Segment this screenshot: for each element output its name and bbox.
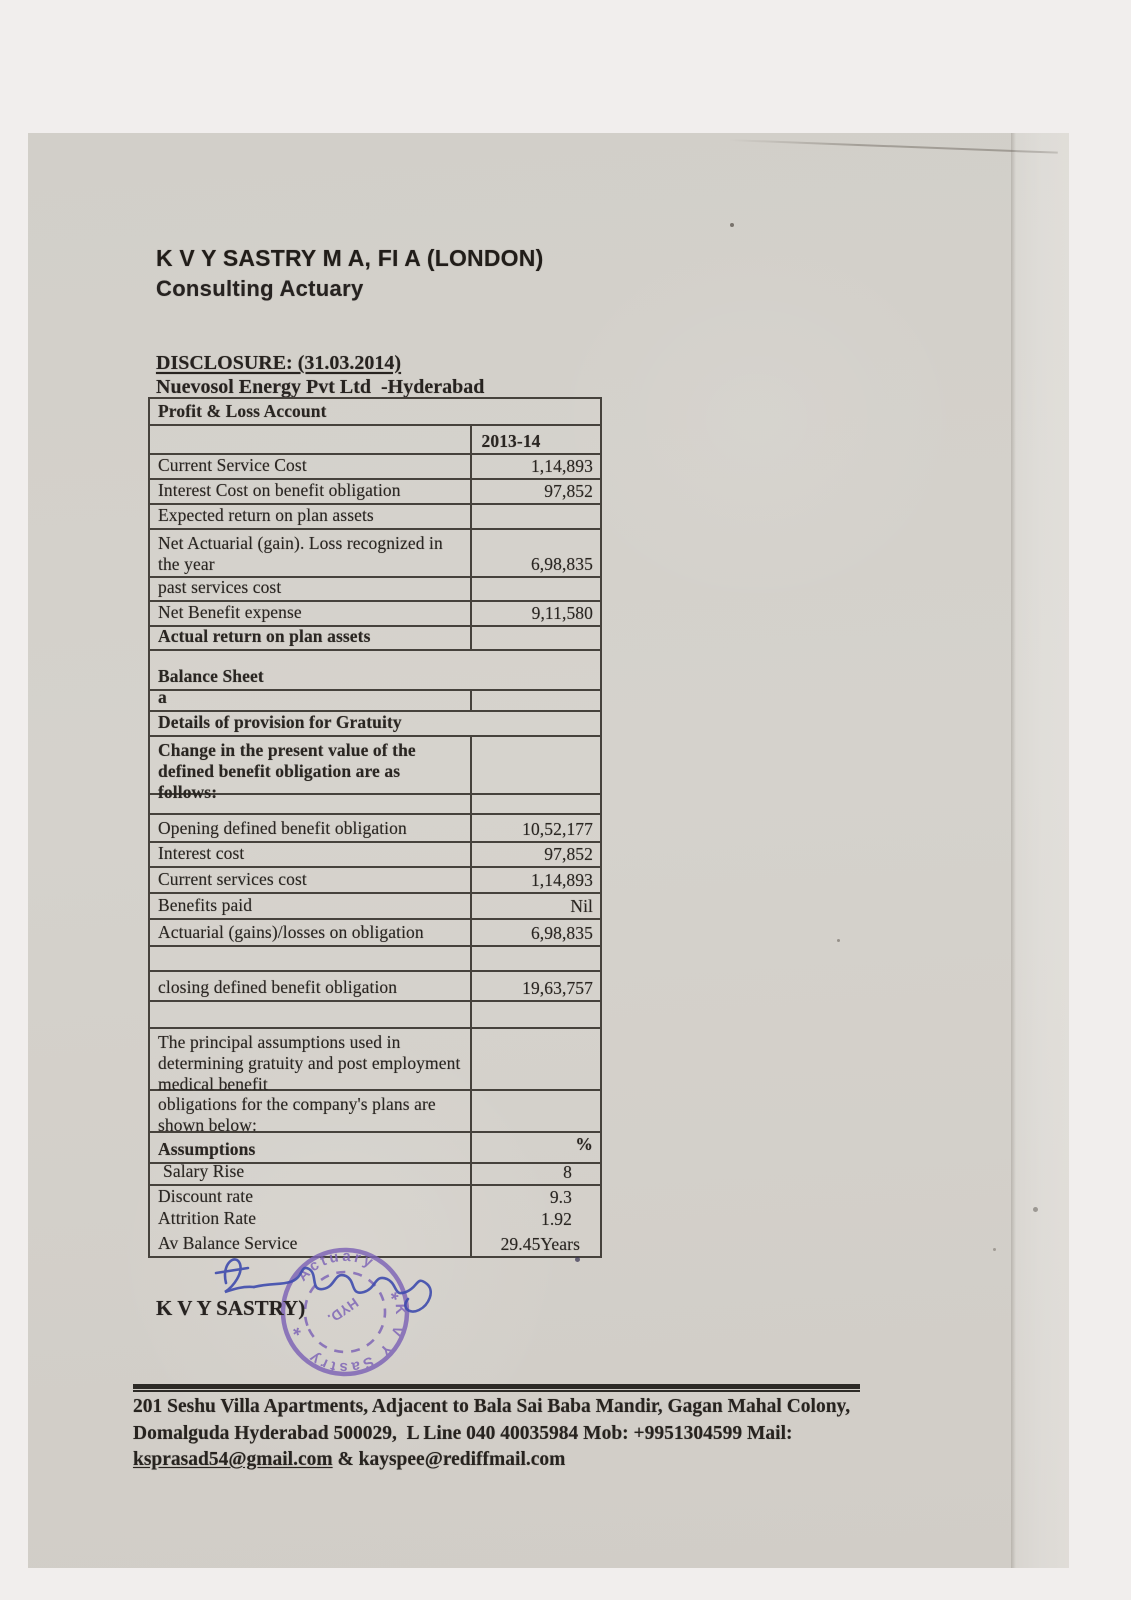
row-value: 8 bbox=[470, 1164, 601, 1184]
row-value: 97,852 bbox=[470, 480, 601, 503]
stamp-star: * bbox=[385, 1280, 401, 1304]
row-label: Attrition Rate bbox=[158, 1208, 257, 1228]
table-row bbox=[150, 1029, 600, 1094]
row-label: The principal assumptions used in determining gratuity and post employment medical benefit bbox=[158, 1032, 461, 1094]
table-row bbox=[150, 505, 600, 530]
row-label: Actual return on plan assets bbox=[158, 626, 371, 646]
page-edge-artifact bbox=[728, 139, 1058, 154]
scan-speck bbox=[730, 223, 734, 227]
stamp-center-text: HYD. bbox=[324, 1294, 362, 1327]
footer-line-3-rest: & kayspee@rediffmail.com bbox=[332, 1449, 566, 1470]
row-label: Opening defined benefit obligation bbox=[158, 818, 407, 838]
row-value: 6,98,835 bbox=[470, 530, 601, 576]
table-row bbox=[150, 455, 600, 480]
row-value: 10,52,177 bbox=[470, 815, 601, 841]
letterhead-name: K V Y SASTRY M A, FI A (LONDON) bbox=[156, 245, 544, 271]
row-label: Change in the present value of the defined benefit obligation are as follows: bbox=[158, 740, 416, 802]
row-label: Benefits paid bbox=[158, 895, 253, 915]
footer-address-block bbox=[133, 1394, 878, 1474]
row-value bbox=[470, 947, 601, 970]
row-label: Interest cost bbox=[158, 843, 245, 863]
table-row bbox=[150, 737, 600, 802]
row-value: 29.45Years bbox=[470, 1231, 601, 1256]
row-value: 1.92 bbox=[470, 1209, 601, 1231]
row-value bbox=[470, 1002, 601, 1027]
table-spacer-row bbox=[150, 795, 600, 815]
signatory-name: K V Y SASTRY) bbox=[156, 1296, 306, 1320]
row-label bbox=[150, 1002, 470, 1027]
handwritten-signature bbox=[210, 1245, 460, 1335]
footer-line-2: Domalguda Hyderabad 500029, L Line 040 40035984 Mob: +9951304599 Mail: bbox=[133, 1422, 793, 1444]
row-value bbox=[470, 505, 601, 528]
row-value bbox=[470, 795, 601, 813]
section-title: Balance Sheet bbox=[158, 666, 264, 686]
company-name: Nuevosol Energy Pvt Ltd -Hyderabad bbox=[156, 376, 485, 398]
row-value bbox=[470, 691, 601, 710]
table-row bbox=[150, 426, 600, 455]
table-row bbox=[150, 920, 600, 947]
table-row bbox=[150, 602, 600, 627]
row-value bbox=[470, 627, 601, 649]
table-row bbox=[150, 627, 600, 651]
scan-speck bbox=[837, 939, 840, 942]
row-value: 1,14,893 bbox=[470, 455, 601, 478]
row-label: Actuarial (gains)/losses on obligation bbox=[158, 922, 424, 942]
row-label: Current services cost bbox=[158, 869, 307, 889]
table-section-header bbox=[150, 651, 600, 691]
table-spacer-row bbox=[150, 947, 600, 972]
stamp-ring-text2: Actuary bbox=[293, 1247, 379, 1285]
row-label: closing defined benefit obligation bbox=[158, 977, 398, 997]
table-row bbox=[150, 480, 600, 505]
row-value: 9,11,580 bbox=[470, 602, 601, 625]
email-link: ksprasad54@gmail.com bbox=[133, 1449, 333, 1470]
row-value bbox=[470, 578, 601, 600]
row-label bbox=[150, 426, 470, 453]
row-value: 6,98,835 bbox=[470, 920, 601, 945]
row-value: 97,852 bbox=[470, 843, 601, 866]
letterhead-title: Consulting Actuary bbox=[156, 276, 364, 301]
row-label: Discount rate bbox=[158, 1186, 254, 1206]
scan-speck bbox=[993, 1248, 996, 1251]
table-row bbox=[150, 894, 600, 920]
disclosure-table bbox=[148, 397, 602, 1258]
table-row bbox=[150, 578, 600, 602]
row-value bbox=[470, 1029, 601, 1089]
row-value bbox=[470, 1091, 601, 1131]
row-label: Current Service Cost bbox=[158, 455, 307, 475]
row-label: a bbox=[158, 687, 167, 707]
stamp-star: * bbox=[288, 1316, 303, 1340]
row-label: Av Balance Service bbox=[158, 1233, 298, 1253]
table-row bbox=[150, 972, 600, 1002]
row-value: 9.3 bbox=[470, 1186, 601, 1209]
table-row bbox=[150, 815, 600, 843]
table-row bbox=[150, 1209, 600, 1231]
table-row bbox=[150, 843, 600, 868]
document-page bbox=[28, 133, 1069, 1568]
section-title: Profit & Loss Account bbox=[158, 401, 327, 421]
footer-line-3 bbox=[133, 1447, 878, 1474]
table-spacer-row bbox=[150, 1002, 600, 1029]
row-label bbox=[150, 795, 470, 813]
section-title: Details of provision for Gratuity bbox=[158, 712, 402, 732]
disclosure-heading: DISCLOSURE: (31.03.2014) bbox=[156, 352, 402, 374]
row-label bbox=[150, 947, 470, 970]
footer-divider bbox=[133, 1384, 860, 1392]
row-value bbox=[470, 737, 601, 793]
table-row bbox=[150, 1161, 600, 1186]
scan-speck bbox=[575, 1257, 580, 1262]
row-label: Interest Cost on benefit obligation bbox=[158, 480, 401, 500]
row-label: Expected return on plan assets bbox=[158, 505, 374, 525]
row-value: 19,63,757 bbox=[470, 972, 601, 1000]
table-row bbox=[150, 1133, 600, 1164]
table-row bbox=[150, 1186, 600, 1209]
table-row bbox=[150, 1091, 600, 1133]
row-value: % bbox=[470, 1133, 601, 1162]
table-row bbox=[150, 868, 600, 894]
year-header: 2013-14 bbox=[470, 426, 601, 453]
row-label: Salary Rise bbox=[163, 1161, 245, 1181]
table-row bbox=[150, 530, 600, 578]
row-value: Nil bbox=[470, 894, 601, 918]
row-label: Net Benefit expense bbox=[158, 602, 302, 622]
row-label: past services cost bbox=[158, 577, 282, 597]
row-value: 1,14,893 bbox=[470, 868, 601, 892]
table-row bbox=[150, 687, 600, 712]
row-label: Assumptions bbox=[158, 1139, 256, 1159]
scan-speck bbox=[1033, 1207, 1038, 1212]
table-section-header bbox=[150, 712, 600, 737]
stamp-ring-text: K V Y Sastry bbox=[303, 1303, 410, 1377]
table-section-header bbox=[150, 399, 600, 426]
footer-line-1: 201 Seshu Villa Apartments, Adjacent to Bala Sai Baba Mandir, Gagan Mahal Colony, bbox=[133, 1396, 851, 1417]
row-label: obligations for the company's plans are shown below: bbox=[158, 1094, 436, 1135]
row-label: Net Actuarial (gain). Loss recognized in the year bbox=[158, 533, 443, 574]
